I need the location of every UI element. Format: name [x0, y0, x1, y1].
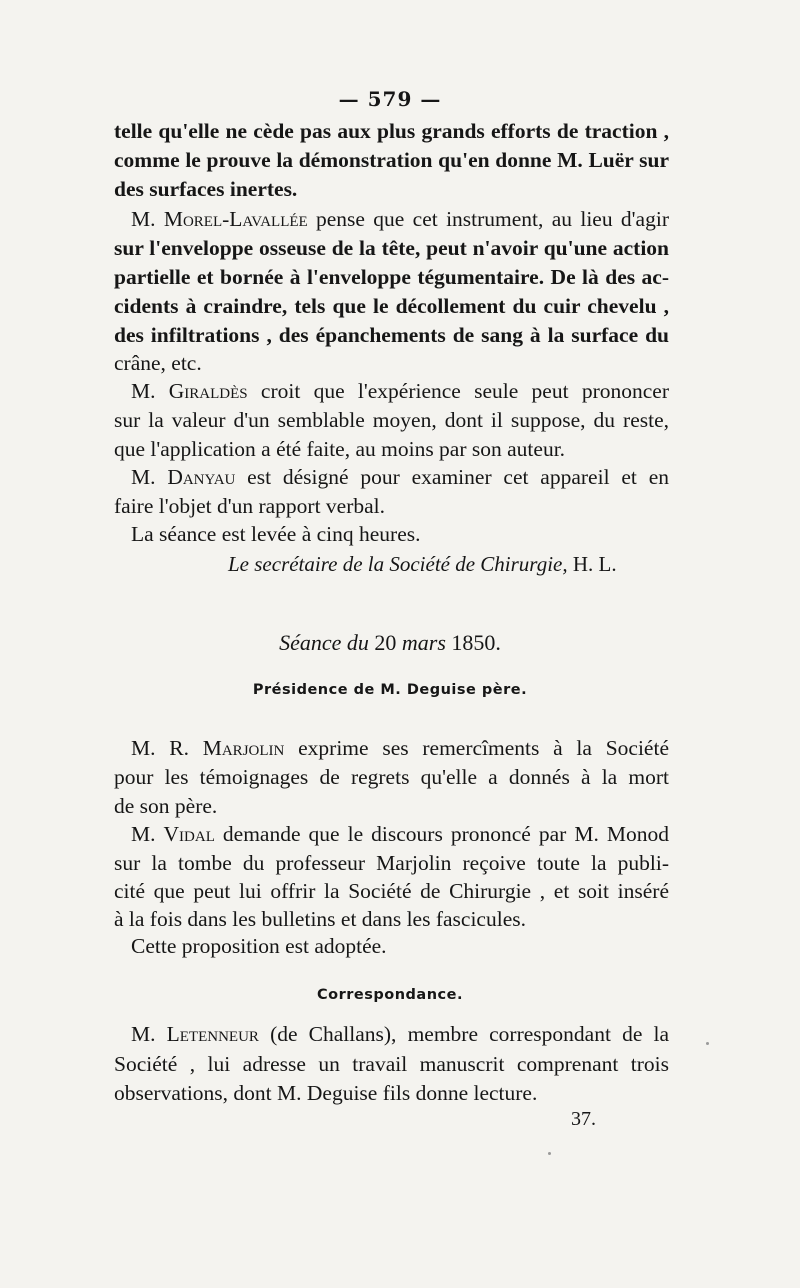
para6-line1-rest: exprime ses remercîments à la Société: [284, 736, 669, 760]
session-title: [0, 630, 780, 656]
para1-line2: comme le prouve la démonstration qu'en donne M. Luër sur: [114, 148, 669, 172]
para3-name-prefix: M.: [131, 379, 169, 403]
para7-line1: [131, 820, 669, 848]
page-number-header: — 579 —: [338, 87, 442, 111]
session-month: mars: [396, 630, 452, 655]
para7-line1-rest: demande que le discours prononcé par M. Monod: [214, 822, 669, 846]
para3-line1: [131, 377, 669, 405]
para9-line1: [131, 1020, 669, 1048]
signature-mark: 37.: [571, 1108, 596, 1130]
para6-line1: [131, 734, 669, 762]
para7-line2: sur la tombe du professeur Marjolin reçoive toute la publi-: [114, 851, 669, 875]
para3-name: Giraldès: [168, 379, 248, 403]
para2-line1: [131, 205, 669, 233]
para3-line3: que l'application a été faite, au moins par son auteur.: [114, 437, 566, 461]
para6-line3: de son père.: [114, 794, 218, 818]
secretary-signature: [228, 550, 617, 578]
para1-line1: telle qu'elle ne cède pas aux plus grands efforts de traction ,: [114, 119, 669, 143]
para4-line1-rest: est désigné pour examiner cet appareil et en: [235, 465, 669, 489]
para2-line6: crâne, etc.: [114, 351, 202, 375]
para1-line3: des surfaces inertes.: [114, 177, 298, 201]
para6-name: Marjolin: [202, 736, 285, 760]
para6-name-prefix: M. R.: [131, 736, 203, 760]
para2-line1-rest: pense que cet instrument, au lieu d'agir: [307, 207, 669, 231]
para9-name-prefix: M.: [131, 1022, 167, 1046]
para6-line2: pour les témoignages de regrets qu'elle a donnés à la mort: [114, 765, 669, 789]
para7-name: Vidal: [163, 822, 215, 846]
para2-line4: cidents à craindre, tels que le décollement du cuir chevelu ,: [114, 294, 669, 318]
para4-line2: faire l'objet d'un rapport verbal.: [114, 494, 386, 518]
para5-line: La séance est levée à cinq heures.: [131, 522, 421, 546]
para2-line5: des infiltrations , des épanchements de sang à la surface du: [114, 323, 669, 347]
para3-line2: sur la valeur d'un semblable moyen, dont il suppose, du reste,: [114, 408, 669, 432]
para2-name-prefix: M.: [131, 207, 164, 231]
session-prefix: Séance du: [279, 630, 375, 655]
para9-line1-rest: (de Challans), membre correspondant de la: [258, 1022, 670, 1046]
para4-line1: [131, 463, 669, 491]
para9-name: Letenneur: [166, 1022, 259, 1046]
signature-title: Le secrétaire de la Société de Chirurgie,: [228, 552, 568, 576]
para9-line3: observations, dont M. Deguise fils donne lecture.: [114, 1081, 538, 1105]
presidency-heading: Présidence de M. Deguise père.: [252, 682, 528, 698]
correspondence-heading: Correspondance.: [317, 987, 463, 1003]
para4-name-prefix: M.: [131, 465, 168, 489]
session-day: 20: [374, 630, 397, 655]
para4-name: Danyau: [167, 465, 236, 489]
para3-line1-rest: croit que l'expérience seule peut prononcer: [247, 379, 669, 403]
para8-line: Cette proposition est adoptée.: [131, 934, 387, 958]
para2-line3: partielle et bornée à l'enveloppe tégumentaire. De là des ac-: [114, 265, 669, 289]
para7-name-prefix: M.: [131, 822, 164, 846]
session-year: 1850.: [451, 630, 501, 655]
scan-speck: [706, 1042, 709, 1045]
para2-name: Morel-Lavallée: [163, 207, 308, 231]
para7-line3: cité que peut lui offrir la Société de Chirurgie , et soit inséré: [114, 879, 669, 903]
para7-line4: à la fois dans les bulletins et dans les fascicules.: [114, 907, 526, 931]
para2-line2: sur l'enveloppe osseuse de la tête, peut n'avoir qu'une action: [114, 236, 669, 260]
scan-speck: [548, 1152, 551, 1155]
para9-line2: Société , lui adresse un travail manuscrit comprenant trois: [114, 1052, 669, 1076]
signature-initials: H. L.: [567, 552, 617, 576]
